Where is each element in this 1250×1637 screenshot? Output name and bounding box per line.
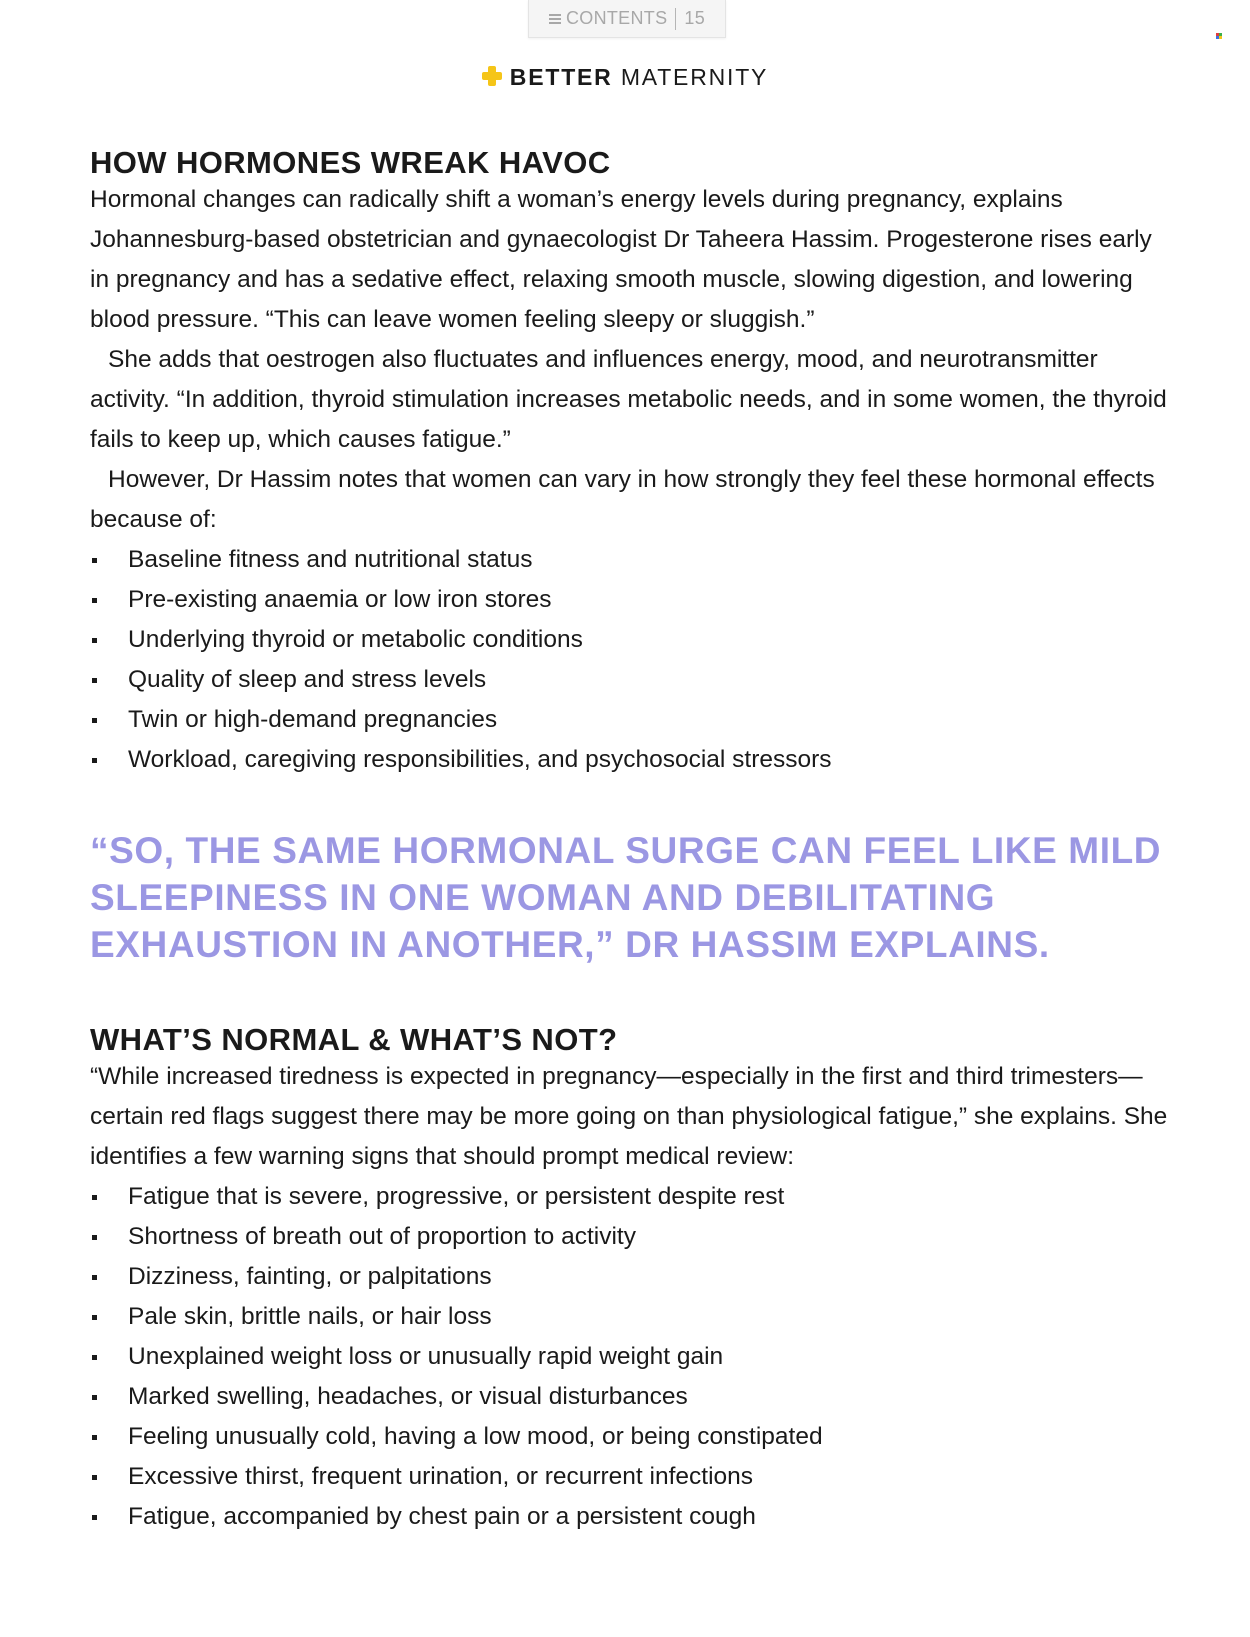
list-item: Pre-existing anaemia or low iron stores — [90, 580, 1170, 620]
bullet-icon — [92, 1195, 97, 1200]
section-heading-warning-signs: WHAT’S NORMAL & WHAT’S NOT? — [90, 1022, 618, 1057]
list-item: Quality of sleep and stress levels — [90, 660, 1170, 700]
paragraph: “While increased tiredness is expected in pregnancy—especially in the first and third trimesters—certain red flags suggest there may be more going on than physiological fatigue,” she explains. She identifies a few warning signs that should prompt medical review: — [90, 1063, 1168, 1170]
bullet-icon — [92, 638, 97, 643]
menu-icon — [549, 14, 561, 24]
list-item: Marked swelling, headaches, or visual disturbances — [90, 1377, 1170, 1417]
contents-button[interactable] — [528, 0, 726, 38]
section-heading-hormones: HOW HORMONES WREAK HAVOC — [90, 145, 611, 180]
pull-quote: “SO, THE SAME HORMONAL SURGE CAN FEEL LIKE MILD SLEEPINESS IN ONE WOMAN AND DEBILITATING EXHAUSTION IN ANOTHER,” DR HASSIM EXPLAINS. — [90, 830, 1162, 965]
bullet-icon — [92, 1275, 97, 1280]
bullet-icon — [92, 598, 97, 603]
list-item: Fatigue that is severe, progressive, or persistent despite rest — [90, 1177, 1170, 1217]
bullet-icon — [92, 678, 97, 683]
list-item: Pale skin, brittle nails, or hair loss — [90, 1297, 1170, 1337]
bullet-icon — [92, 1395, 97, 1400]
list-item: Shortness of breath out of proportion to activity — [90, 1217, 1170, 1257]
paragraph: She adds that oestrogen also fluctuates and influences energy, mood, and neurotransmitter activity. “In addition, thyroid stimulation increases metabolic needs, and in some women, the thyroid fails to keep up, which causes fatigue.” — [90, 346, 1167, 453]
list-item: Twin or high-demand pregnancies — [90, 700, 1170, 740]
bullet-icon — [92, 1515, 97, 1520]
list-item: Dizziness, fainting, or palpitations — [90, 1257, 1170, 1297]
bullet-icon — [92, 758, 97, 763]
list-item: Unexplained weight loss or unusually rapid weight gain — [90, 1337, 1170, 1377]
list-item: Baseline fitness and nutritional status — [90, 540, 1170, 580]
page-number: 15 — [684, 8, 706, 28]
brand-light: MATERNITY — [620, 64, 769, 90]
bullet-icon — [92, 1355, 97, 1360]
bullet-icon — [92, 1235, 97, 1240]
plus-cross-icon — [482, 66, 502, 86]
paragraph: However, Dr Hassim notes that women can vary in how strongly they feel these hormonal effects because of: — [90, 466, 1155, 533]
list-item: Excessive thirst, frequent urination, or recurrent infections — [90, 1457, 1170, 1497]
bullet-icon — [92, 1475, 97, 1480]
warning-signs-list — [90, 1177, 1170, 1537]
section-header — [0, 64, 1250, 91]
corner-marker-icon — [1216, 33, 1222, 39]
list-item: Feeling unusually cold, having a low mood, or being constipated — [90, 1417, 1170, 1457]
list-item: Underlying thyroid or metabolic conditions — [90, 620, 1170, 660]
article-body — [90, 144, 1170, 1537]
bullet-icon — [92, 1435, 97, 1440]
brand-bold: BETTER — [509, 64, 613, 90]
list-item: Workload, caregiving responsibilities, and psychosocial stressors — [90, 740, 1170, 780]
list-item: Fatigue, accompanied by chest pain or a persistent cough — [90, 1497, 1170, 1537]
bullet-icon — [92, 1315, 97, 1320]
bullet-icon — [92, 558, 97, 563]
divider — [675, 8, 676, 30]
paragraph: Hormonal changes can radically shift a woman’s energy levels during pregnancy, explains Johannesburg-based obstetrician and gynaecologist Dr Taheera Hassim. Progesterone rises early in pregnancy and has a sedative effect, relaxing smooth muscle, slowing digestion, and lowering blood pressure. “This can leave women feeling sleepy or sluggish.” — [90, 186, 1152, 333]
bullet-icon — [92, 718, 97, 723]
contents-label: CONTENTS — [565, 8, 668, 28]
hormonal-factors-list — [90, 540, 1170, 780]
